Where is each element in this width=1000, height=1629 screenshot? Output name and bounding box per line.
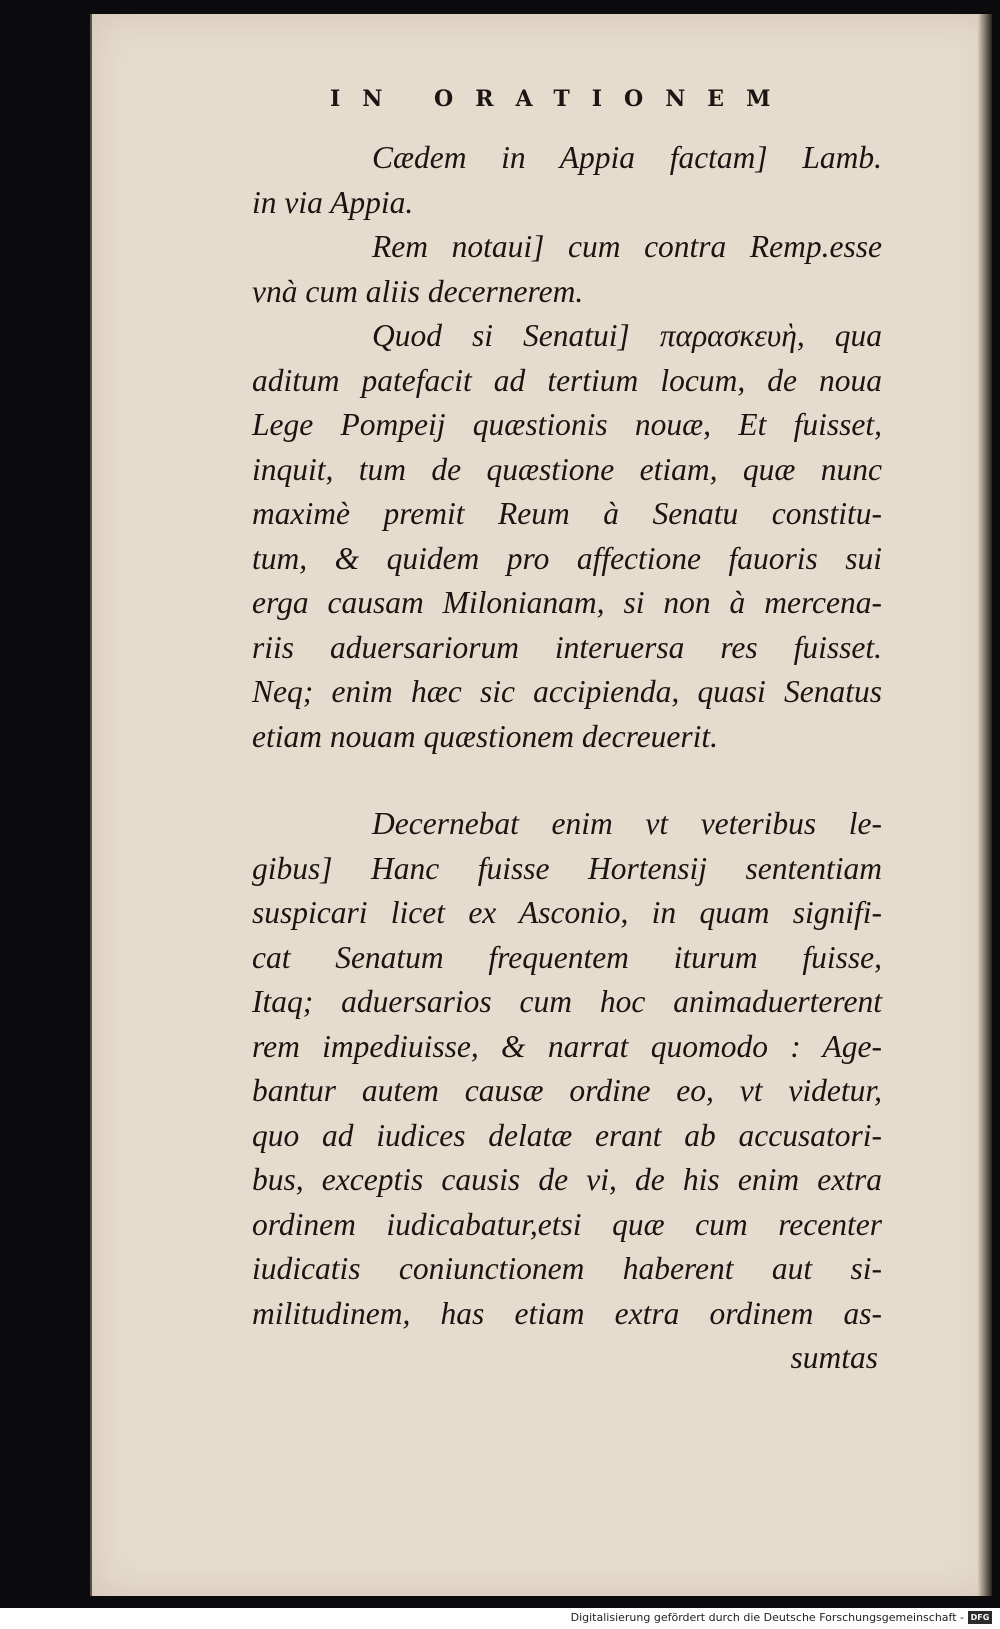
text-line: militudinem, has etiam extra ordinem as- bbox=[252, 1295, 882, 1331]
funding-credit: Digitalisierung gefördert durch die Deutsche Forschungsgemeinschaft - bbox=[570, 1611, 964, 1624]
text-line: vnà cum aliis decernerem. bbox=[252, 273, 584, 309]
text-line: iudicatis coniunctionem haberent aut si- bbox=[252, 1251, 882, 1286]
page-edge-shadow bbox=[978, 14, 992, 1596]
text-line: tum, & quidem pro affectione fauoris sui bbox=[252, 540, 882, 576]
paragraph-gap bbox=[252, 759, 882, 802]
text-line: quo ad iudices delatæ erant ab accusatori- bbox=[252, 1117, 882, 1153]
text-line: rem impediuisse, & narrat quomodo : Age- bbox=[252, 1028, 882, 1064]
text-line: Neq; enim hæc sic accipienda, quasi Senatus bbox=[252, 674, 882, 709]
text-line: Decernebat enim vt veteribus le- bbox=[372, 806, 882, 841]
text-line: ordinem iudicabatur,etsi quæ cum recenter bbox=[252, 1206, 882, 1242]
text-line: in via Appia. bbox=[252, 184, 414, 220]
text-line: Cædem in Appia factam] Lamb. bbox=[372, 140, 882, 175]
text-line: bantur autem causæ ordine eo, vt videtur, bbox=[252, 1073, 882, 1108]
text-line: riis aduersariorum interuersa res fuisset. bbox=[252, 629, 882, 665]
text-line: bus, exceptis causis de vi, de his enim extra bbox=[252, 1162, 882, 1197]
text-line: aditum patefacit ad tertium locum, de noua bbox=[252, 362, 882, 398]
text-line: Quod si Senatui] παρασκευὴ, qua bbox=[372, 318, 882, 353]
text-line: Itaq; aduersarios cum hoc animaduerterent bbox=[252, 984, 882, 1019]
text-line: suspicari licet ex Asconio, in quam signifi- bbox=[252, 895, 882, 930]
text-line: cat Senatum frequentem iturum fuisse, bbox=[252, 939, 882, 975]
commentary-text bbox=[252, 136, 882, 1381]
dfg-logo: DFG bbox=[968, 1611, 992, 1624]
digitization-footer bbox=[0, 1608, 1000, 1629]
running-header: IN ORATIONEM bbox=[330, 86, 793, 112]
text-line: Lege Pompeij quæstionis nouæ, Et fuisset, bbox=[252, 407, 882, 442]
text-line: inquit, tum de quæstione etiam, quæ nunc bbox=[252, 451, 882, 487]
text-line: gibus] Hanc fuisse Hortensij sententiam bbox=[252, 850, 882, 886]
text-line: maximè premit Reum à Senatu constitu- bbox=[252, 496, 882, 531]
text-line: erga causam Milonianam, si non à mercena- bbox=[252, 585, 882, 620]
text-line: etiam nouam quæstionem decreuerit. bbox=[252, 718, 719, 754]
text-line: Rem notaui] cum contra Remp.esse bbox=[372, 229, 882, 264]
catchword: sumtas bbox=[790, 1340, 878, 1375]
